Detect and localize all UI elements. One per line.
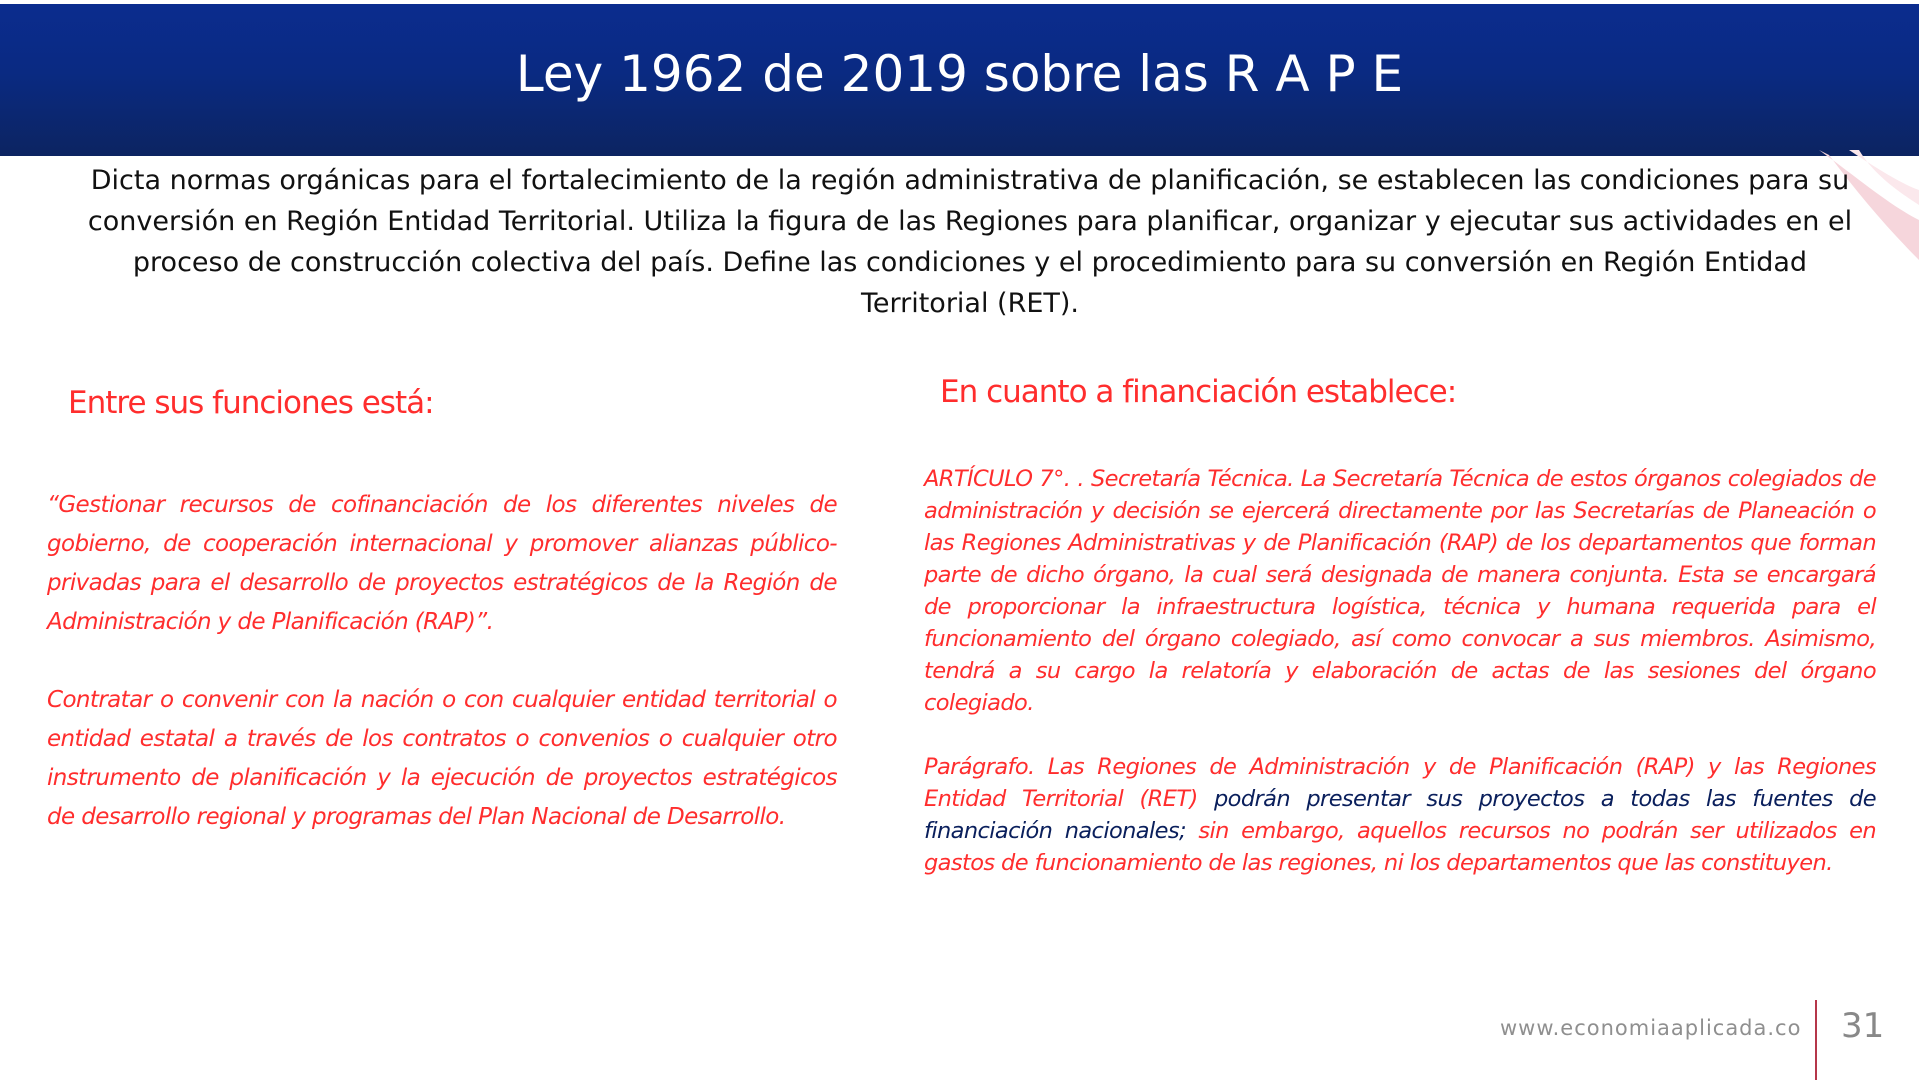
page-number: 31 [1841,1006,1885,1046]
page-title: Ley 1962 de 2019 sobre las R A P E [515,45,1404,103]
functions-paragraph-2: Contratar o convenir con la nación o con cualquier entidad territorial o entidad estatal a través de los contratos o convenios o cualquier otro instrumento de planificación y la ejecución de proyectos estratégicos de desarrollo regional y programas del Plan Nacional de Desarrollo. [47,687,837,830]
paragrafo-start: Parágrafo. Las Regiones de Administración y de Planificación (RAP) y las Regiones Entidad Territorial (RET) [924,754,1876,812]
article-7-paragraph: ARTÍCULO 7°. . Secretaría Técnica. La Secretaría Técnica de estos órganos colegiados de administración y decisión se ejercerá directamente por las Secretarías de Planeación o las Regiones Administrativas y de Planificación (RAP) de los departamentos que forman parte de dicho órgano, la cual será designada de manera conjunta. Esta se encargará de proporcionar la infraestructura logística, técnica y humana requerida para el funcionamiento del órgano colegiado, así como convocar a sus miembros. Asimismo, tendrá a su cargo la relatoría y elaboración de actas de las sesiones del órgano colegiado. [924,466,1876,716]
paragrafo-end: sin embargo, aquellos recursos no podrán ser utilizados en gastos de funcionamiento de las regiones, ni los departamentos que las constituyen. [924,818,1876,876]
title-banner [0,4,1919,156]
paragrafo-highlight: podrán presentar sus proyectos a todas las fuentes de financiación nacionales; [924,786,1876,844]
footer-divider [1815,1000,1817,1080]
intro-paragraph: Dicta normas orgánicas para el fortalecimiento de la región administrativa de planificación, se establecen las condiciones para su conversión en Región Entidad Territorial. Utiliza la figura de las Regiones para planificar, organizar y ejecutar sus actividades en el proceso de construcción colectiva del país. Define las condiciones y el procedimiento para su conversión en Región Entidad Territorial (RET). [87,165,1853,319]
financing-column [924,463,1876,879]
functions-paragraph-1: “Gestionar recursos de cofinanciación de los diferentes niveles de gobierno, de cooperación internacional y promover alianzas público-privadas para el desarrollo de proyectos estratégicos de la Región de Administración y de Planificación (RAP)”. [47,492,837,635]
financing-heading: En cuanto a financiación establece: [940,374,1457,410]
functions-heading: Entre sus funciones está: [68,385,434,421]
paragrafo-paragraph [924,751,1876,879]
footer-website: www.economiaaplicada.co [1500,1016,1802,1040]
functions-column [47,486,837,837]
